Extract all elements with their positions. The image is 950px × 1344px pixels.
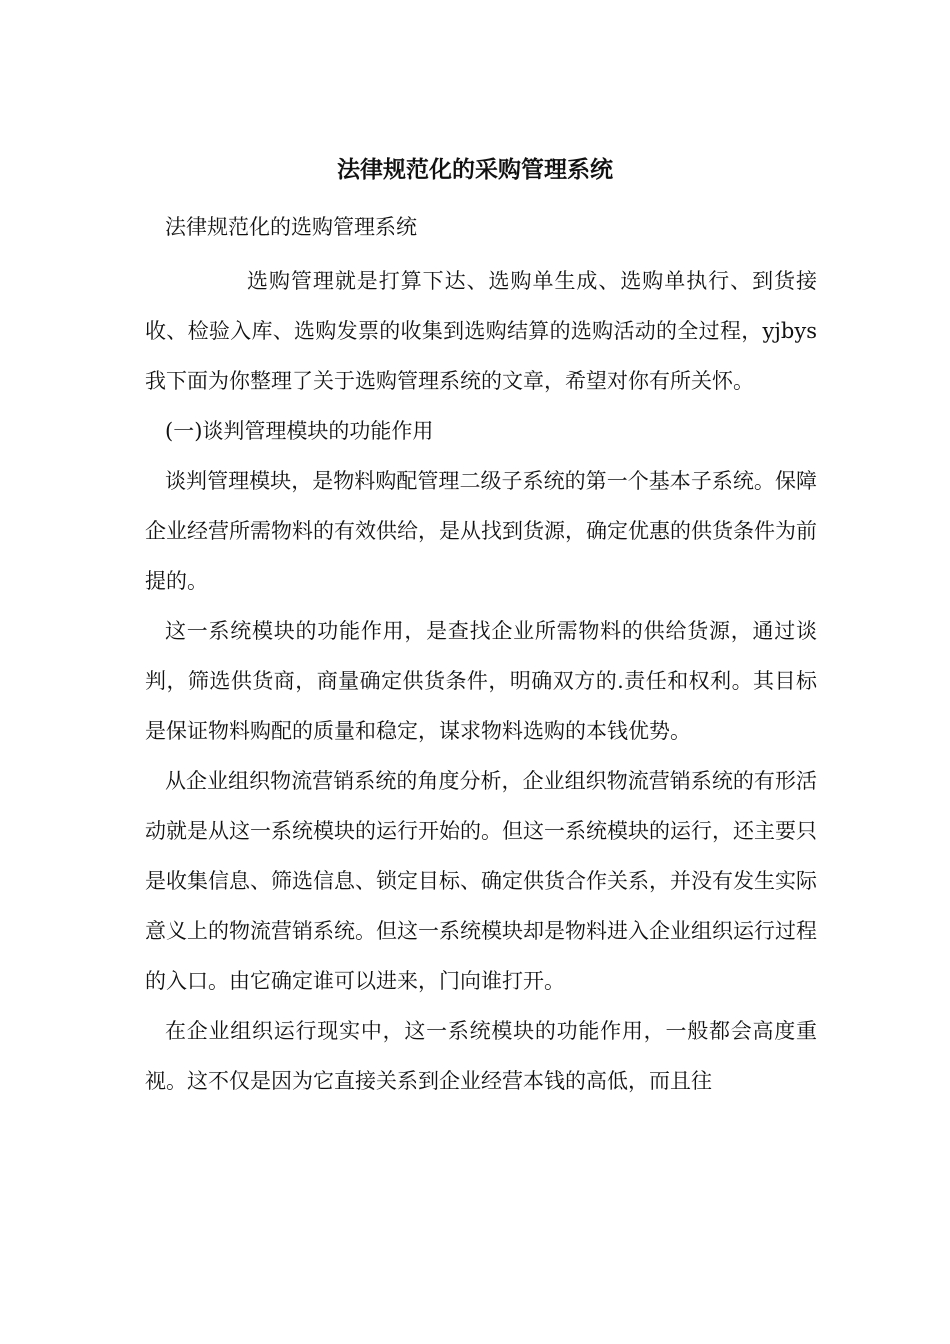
section-heading: (一)谈判管理模块的功能作用 bbox=[165, 419, 434, 443]
intro-paragraph: 选购管理就是打算下达、选购单生成、选购单执行、到货接收、检验入库、选购发票的收集到选购结算的选购活动的全过程，yjbys我下面为你整理了关于选购管理系统的文章，希望对你有所关怀。 bbox=[145, 269, 817, 393]
body-paragraph: 这一系统模块的功能作用，是查找企业所需物料的供给货源，通过谈判，筛选供货商，商量确定供货条件，明确双方的.责任和权利。其目标是保证物料购配的质量和稳定，谋求物料选购的本钱优势。 bbox=[145, 619, 817, 743]
document-title: 法律规范化的采购管理系统 bbox=[337, 156, 613, 183]
document-body bbox=[145, 202, 817, 1106]
body-paragraph: 从企业组织物流营销系统的角度分析，企业组织物流营销系统的有形活动就是从这一系统模块的运行开始的。但这一系统模块的运行，还主要只是收集信息、筛选信息、锁定目标、确定供货合作关系，并没有发生实际意义上的物流营销系统。但这一系统模块却是物料进入企业组织运行过程的入口。由它确定谁可以进来，门向谁打开。 bbox=[145, 769, 817, 993]
body-paragraph: 谈判管理模块，是物料购配管理二级子系统的第一个基本子系统。保障企业经营所需物料的有效供给，是从找到货源，确定优惠的供货条件为前提的。 bbox=[145, 469, 817, 593]
body-paragraph: 在企业组织运行现实中，这一系统模块的功能作用，一般都会高度重视。这不仅是因为它直接关系到企业经营本钱的高低，而且往 bbox=[145, 1019, 817, 1093]
document-subtitle: 法律规范化的选购管理系统 bbox=[165, 215, 417, 239]
